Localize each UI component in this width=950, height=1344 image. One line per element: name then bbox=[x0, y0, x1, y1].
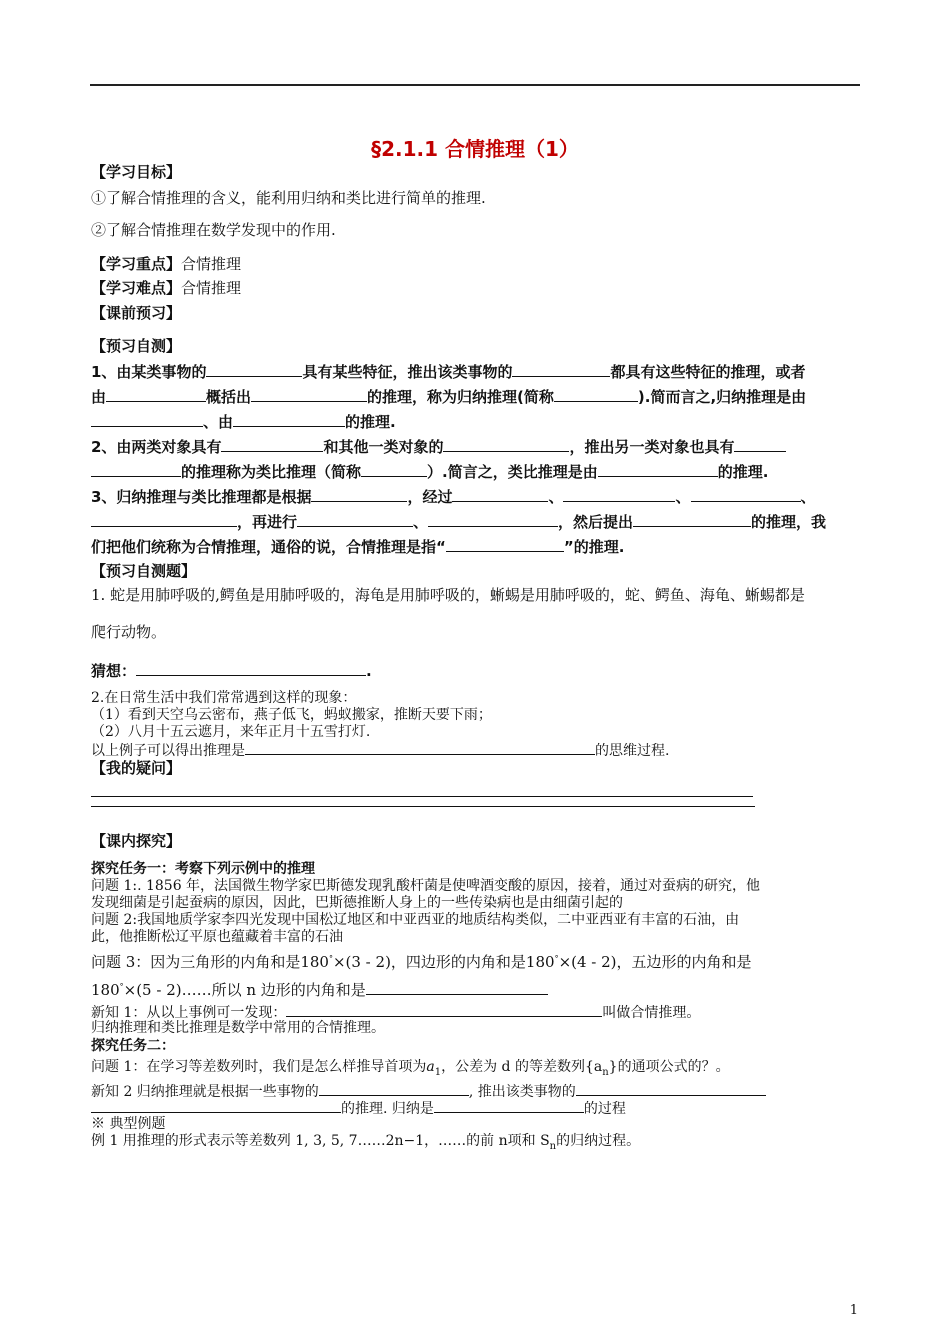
nk2-text-d: 的过程 bbox=[583, 1101, 626, 1117]
task1-q3-text-e: ×(5 - 2)……所以 n 边形的内角和是 bbox=[123, 981, 366, 999]
guess-line bbox=[91, 660, 372, 681]
question-rule-1 bbox=[91, 796, 753, 797]
q1-line-1 bbox=[91, 361, 805, 382]
blank[interactable] bbox=[91, 461, 181, 477]
blank[interactable] bbox=[598, 461, 718, 477]
q3-text-h: ，然后提出 bbox=[558, 513, 634, 531]
q3-text-i: 的推理，我 bbox=[751, 513, 827, 531]
task1-q1-line-2: 发现细菌是引起蚕病的原因，因此，巴斯德推断人身上的一些传染病也是由细菌引起的 bbox=[91, 895, 623, 911]
q3-text-k: ”的推理. bbox=[563, 538, 625, 556]
q2-text-b: 和其他一类对象的 bbox=[323, 438, 444, 456]
problem-2-line-1: 2.在日常生活中我们常常遇到这样的现象： bbox=[91, 690, 357, 706]
nk2-text-b: , 推出该类事物的 bbox=[468, 1084, 576, 1100]
task2-q1-sub: 1 bbox=[434, 1066, 442, 1078]
task1-heading: 探究任务一：考察下列示例中的推理 bbox=[91, 861, 315, 877]
page-title: §2.1.1 合情推理（1） bbox=[371, 137, 579, 161]
blank[interactable] bbox=[633, 511, 751, 527]
q3-text-f: ，再进行 bbox=[237, 513, 298, 531]
q1-text-f: 的推理，称为归纳推理(简称 bbox=[367, 388, 554, 406]
blank[interactable] bbox=[286, 1001, 602, 1017]
new-knowledge-2-line-2 bbox=[91, 1097, 626, 1119]
problem-1-line-2: 爬行动物。 bbox=[91, 623, 167, 641]
task1-q3-text-d: 180 bbox=[91, 981, 120, 999]
blank[interactable] bbox=[512, 361, 610, 377]
q1-text-d: 由 bbox=[91, 388, 107, 406]
task1-q2-line-1: 问题 2:我国地质学家李四光发现中国松辽地区和中亚西亚的地质结构类似，二中亚西亚有丰富的石油，由 bbox=[91, 912, 740, 928]
preview-heading: 【课前预习】 bbox=[91, 304, 182, 322]
page-number: 1 bbox=[849, 1303, 858, 1318]
q2-line-2 bbox=[91, 461, 768, 482]
difficulty-text: 合情推理 bbox=[181, 279, 242, 297]
blank[interactable] bbox=[691, 486, 801, 502]
q2-line-1 bbox=[91, 436, 786, 457]
blank[interactable] bbox=[91, 1097, 341, 1113]
nk2-text-a: 新知 2 归纳推理就是根据一些事物的 bbox=[91, 1084, 319, 1100]
q2-text-c: ，推出另一类对象也具有 bbox=[569, 438, 735, 456]
blank[interactable] bbox=[91, 511, 237, 527]
blank[interactable] bbox=[251, 386, 367, 402]
new-knowledge-1-line-2: 归纳推理和类比推理是数学中常用的合情推理。 bbox=[91, 1020, 385, 1036]
nk1-text-a: 新知 1：从以上事例可一发现： bbox=[91, 1005, 287, 1021]
question-rule-2 bbox=[91, 806, 755, 807]
task1-q3-text-b: ×(3 - 2)，四边形的内角和是180 bbox=[332, 953, 555, 971]
nk1-text-b: 叫做合情推理。 bbox=[602, 1005, 701, 1021]
task2-q1-text-a: 问题 1：在学习等差数列时，我们是怎么样推导首项为 bbox=[91, 1059, 427, 1075]
q3-text-b: ，经过 bbox=[407, 488, 453, 506]
q1-line-3 bbox=[91, 411, 396, 432]
q3-text-c: 、 bbox=[548, 488, 564, 506]
q3-text-d: 、 bbox=[675, 488, 691, 506]
self-test-problems-heading: 【预习自测题】 bbox=[91, 562, 197, 580]
task1-q3-text-a: 问题 3：因为三角形的内角和是180 bbox=[91, 953, 329, 971]
example-1-text-a: 例 1 用推理的形式表示等差数列 1, 3, 5, 7……2n−1，……的前 n bbox=[91, 1133, 508, 1149]
q1-text-h: 、由 bbox=[203, 413, 234, 431]
task2-q1-var: a bbox=[426, 1059, 435, 1075]
blank[interactable] bbox=[443, 436, 569, 452]
problem-2-line-2: （1）看到天空乌云密布，燕子低飞，蚂蚁搬家，推断天要下雨； bbox=[91, 707, 492, 723]
explore-heading: 【课内探究】 bbox=[91, 832, 182, 850]
nk2-text-c: 的推理. 归纳是 bbox=[341, 1101, 434, 1117]
guess-blank[interactable] bbox=[136, 660, 366, 676]
blank[interactable] bbox=[576, 1080, 766, 1096]
task2-q1-text-c: }的通项公式的？。 bbox=[608, 1059, 730, 1075]
blank[interactable] bbox=[311, 486, 407, 502]
task1-q1-line-1: 问题 1:. 1856 年，法国微生物学家巴斯德发现乳酸杆菌是使啤酒变酸的原因，接着，通过对蚕病的研究，他 bbox=[91, 878, 761, 894]
task2-q1-text-b: ，公差为 d 的等差数列{a bbox=[441, 1059, 603, 1075]
blank[interactable] bbox=[91, 411, 203, 427]
q2-text-f: 的推理. bbox=[717, 463, 769, 481]
key-point-label: 【学习重点】 bbox=[91, 255, 182, 273]
blank[interactable] bbox=[428, 511, 558, 527]
q3-line-2 bbox=[91, 511, 826, 532]
q1-line-2 bbox=[91, 386, 806, 407]
task1-q3-text-c: ×(4 - 2)，五边形的内角和是 bbox=[558, 953, 752, 971]
header-rule bbox=[90, 84, 860, 86]
blank[interactable] bbox=[206, 361, 302, 377]
q2-text-a: 2、由两类对象具有 bbox=[91, 438, 222, 456]
examples-heading: ※ 典型例题 bbox=[91, 1116, 166, 1132]
blank[interactable] bbox=[554, 386, 638, 402]
example-1-sub: n bbox=[549, 1140, 557, 1152]
difficulty-label: 【学习难点】 bbox=[91, 279, 182, 297]
example-1-text-c: 的归纳过程。 bbox=[556, 1133, 641, 1149]
blank[interactable] bbox=[106, 386, 206, 402]
q2-text-e: ）.简言之，类比推理是由 bbox=[427, 463, 598, 481]
task2-q1-sub-2: n bbox=[602, 1066, 609, 1078]
q1-text-e: 概括出 bbox=[206, 388, 252, 406]
blank[interactable] bbox=[434, 1097, 584, 1113]
problem-2-text-b: 的思维过程. bbox=[595, 743, 670, 759]
problem-2-line-3: （2）八月十五云遮月，来年正月十五雪打灯. bbox=[91, 724, 371, 740]
problem-1-line-1: 1. 蛇是用肺呼吸的,鳄鱼是用肺呼吸的，海龟是用肺呼吸的，蜥蜴是用肺呼吸的，蛇、鳄鱼、海龟、蜥蜴都是 bbox=[91, 586, 805, 604]
blank[interactable] bbox=[245, 739, 595, 755]
q3-text-j: 们把他们统称为合情推理，通俗的说，合情推理是指“ bbox=[91, 538, 446, 556]
q3-line-3 bbox=[91, 536, 624, 557]
blank[interactable] bbox=[233, 411, 345, 427]
blank[interactable] bbox=[221, 436, 323, 452]
blank[interactable] bbox=[446, 536, 564, 552]
blank[interactable] bbox=[319, 1080, 469, 1096]
q1-text-b: 具有某些特征，推出该类事物的 bbox=[302, 363, 513, 381]
self-test-heading: 【预习自测】 bbox=[91, 337, 182, 355]
q3-text-a: 3、归纳推理与类比推理都是根据 bbox=[91, 488, 312, 506]
blank[interactable] bbox=[452, 486, 548, 502]
key-point-line bbox=[91, 254, 241, 274]
task1-q3-line-2: 180°×(5 - 2)……所以 n 边形的内角和是 bbox=[91, 977, 548, 1000]
blank[interactable] bbox=[734, 436, 786, 452]
problem-2-text-a: 以上例子可以得出推理是 bbox=[91, 743, 245, 759]
task1-q3-line-1: 问题 3：因为三角形的内角和是180°×(3 - 2)，四边形的内角和是180°×(4 - 2)，五边形的内角和是 bbox=[91, 953, 752, 971]
goal-item-1: ①了解合情推理的含义，能利用归纳和类比进行简单的推理. bbox=[91, 189, 486, 207]
q1-text-a: 1、由某类事物的 bbox=[91, 363, 207, 381]
guess-end: . bbox=[366, 662, 372, 680]
example-1-text-b: 项和 S bbox=[507, 1133, 550, 1149]
q1-text-g: ).简而言之,归纳推理是由 bbox=[637, 388, 807, 406]
q1-text-c: 都具有这些特征的推理，或者 bbox=[610, 363, 806, 381]
goals-heading: 【学习目标】 bbox=[91, 163, 182, 181]
my-questions-heading: 【我的疑问】 bbox=[91, 759, 182, 777]
blank[interactable] bbox=[563, 486, 675, 502]
task2-q1-line bbox=[91, 1057, 730, 1083]
blank[interactable] bbox=[366, 979, 548, 995]
q1-text-i: 的推理. bbox=[345, 413, 396, 431]
q2-text-d: 的推理称为类比推理（简称 bbox=[181, 463, 362, 481]
q3-text-e: 、 bbox=[800, 488, 816, 506]
task2-heading: 探究任务二： bbox=[91, 1038, 175, 1054]
q3-line-1 bbox=[91, 486, 816, 507]
key-point-text: 合情推理 bbox=[181, 255, 242, 273]
blank[interactable] bbox=[361, 461, 427, 477]
difficulty-line bbox=[91, 278, 241, 298]
blank[interactable] bbox=[297, 511, 413, 527]
q3-text-g: 、 bbox=[413, 513, 429, 531]
guess-label: 猜想： bbox=[91, 662, 137, 680]
task1-q2-line-2: 此，他推断松辽平原也蕴藏着丰富的石油 bbox=[91, 929, 343, 945]
example-1-line bbox=[91, 1131, 640, 1157]
goal-item-2: ②了解合情推理在数学发现中的作用. bbox=[91, 221, 336, 239]
